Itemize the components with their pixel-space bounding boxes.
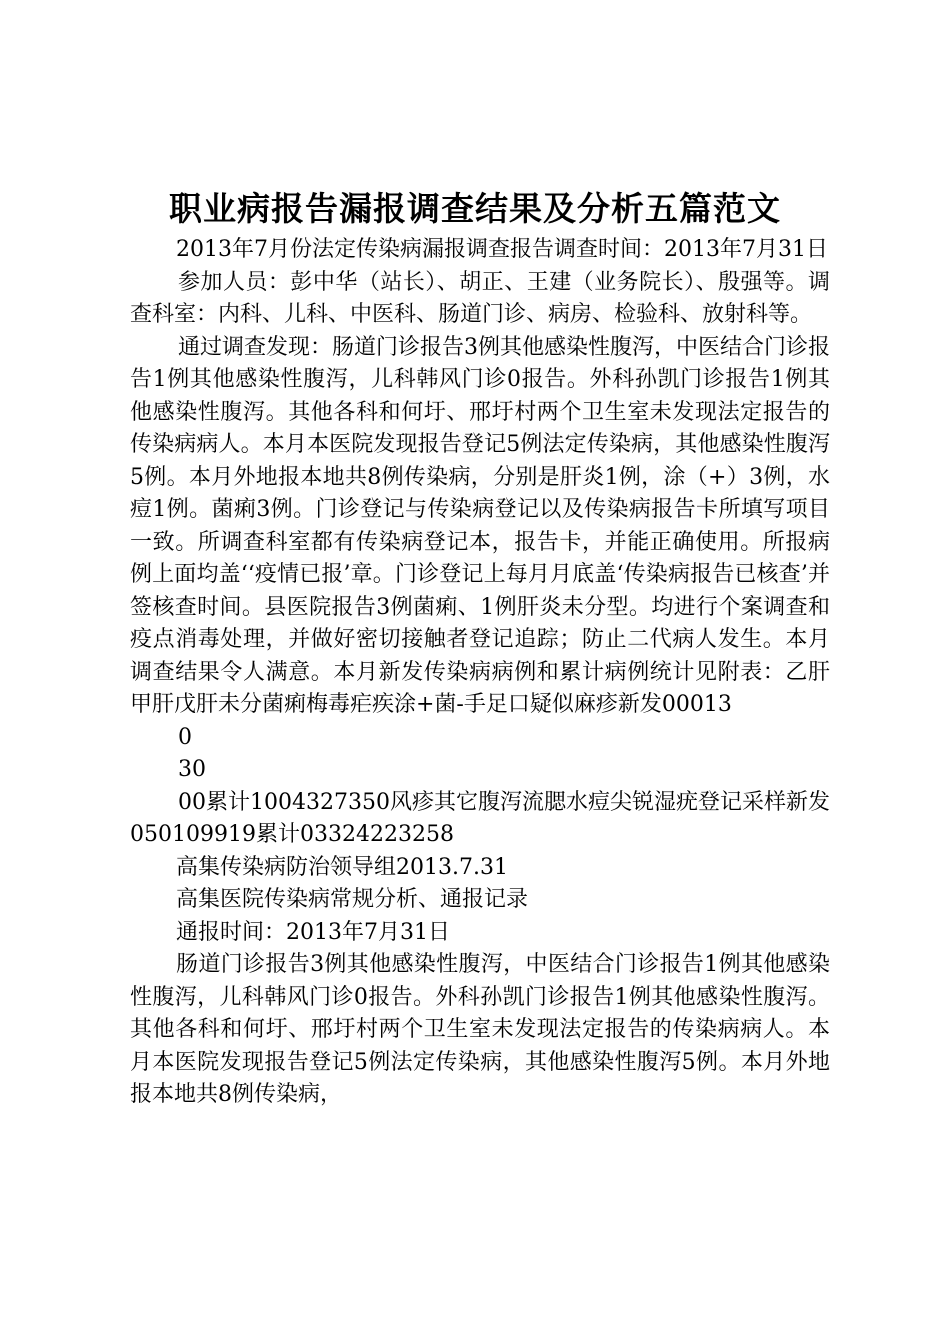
paragraph-section-heading: 高集医院传染病常规分析、通报记录 (176, 887, 529, 912)
paragraph-participants: 参加人员：彭中华（站长）、胡正、王建（业务院长）、殷强等。调查科室：内科、儿科、中医科、肠道门诊、病房、检验科、放射科等。 (130, 269, 830, 327)
paragraph-stat-line-2: 30 (178, 757, 206, 782)
paragraph-stat-line-1: 0 (178, 724, 192, 750)
paragraph-findings: 通过调查发现：肠道门诊报告3例其他感染性腹泻，中医结合门诊报告1例其他感染性腹泻，儿科韩风门诊0报告。外科孙凯门诊报告1例其他感染性腹泻。其他各科和何圩、邢圩村两个卫生室未发现法定报告的传染病病人。本月本医院发现报告登记5例法定传染病，其他感染性腹泻5例。本月外地报本地共8例传染病，分别是肝炎1例，涂（+）3例，水痘1例。菌痢3例。门诊登记与传染病登记以及传染病报告卡所填写项目一致。所调查科室都有传染病登记本，报告卡，并能正确使用。所报病例上面均盖‘‘疫情已报’章。门诊登记上每月月底盖‘传染病报告已核查’并签核查时间。县医院报告3例菌痢、1例肝炎未分型。均进行个案调查和疫点消毒处理，并做好密切接触者登记追踪；防止二代病人发生。本月调查结果令人满意。本月新发传染病病例和累计病例统计见附表：乙肝甲肝戊肝未分菌痢梅毒疟疾涂+菌-手足口疑似麻疹新发00013 (130, 334, 830, 717)
paragraph-stat-cumulative: 00累计1004327350风疹其它腹泻流腮水痘尖锐湿疣登记采样新发050109919累计03324223258 (130, 789, 830, 847)
paragraph-notify-time: 通报时间：2013年7月31日 (176, 919, 450, 945)
document-body (130, 234, 830, 1112)
paragraph-survey-time: 2013年7月份法定传染病漏报调查报告调查时间：2013年7月31日 (176, 237, 828, 262)
document-title: 职业病报告漏报调查结果及分析五篇范文 (169, 189, 781, 228)
paragraph-notify-content: 肠道门诊报告3例其他感染性腹泻，中医结合门诊报告1例其他感染性腹泻，儿科韩风门诊0报告。外科孙凯门诊报告1例其他感染性腹泻。其他各科和何圩、邢圩村两个卫生室未发现法定报告的传染病病人。本月本医院发现报告登记5例法定传染病，其他感染性腹泻5例。本月外地报本地共8例传染病， (130, 952, 830, 1107)
paragraph-signature: 高集传染病防治领导组2013.7.31 (176, 854, 508, 880)
